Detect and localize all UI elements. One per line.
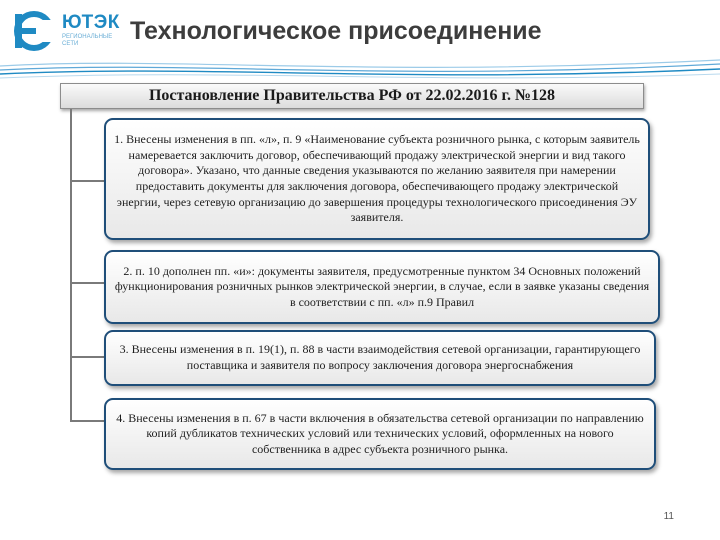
resolution-header: Постановление Правительства РФ от 22.02.2016 г. №128 <box>60 83 644 109</box>
tree-connector-vertical <box>70 109 72 422</box>
logo-name: ЮТЭК <box>62 12 120 33</box>
logo-subtitle: РЕГИОНАЛЬНЫЕ СЕТИ <box>62 34 113 47</box>
change-item-1: 1. Внесены изменения в пп. «л», п. 9 «Наименование субъекта розничного рынка, с которым заявитель намеревается заключить договор, обеспечивающий продажу электрической энергии и вид такого договора». Указано, что данные сведения указываются по желанию заявителя при намерении предоставить документы для заключения договора, обеспечивающего продажу электрической энергии, через сетевую организацию до завершения процедуры технологического присоединения ЭУ заявителя. <box>104 118 650 240</box>
logo-emblem-icon <box>12 10 68 52</box>
change-item-3: 3. Внесены изменения в п. 19(1), п. 88 в части взаимодействия сетевой организации, гарантирующего поставщика и заявителя по вопросу заключения договора энергоснабжения <box>104 330 656 386</box>
decorative-waves <box>0 52 720 86</box>
change-item-2: 2. п. 10 дополнен пп. «и»: документы заявителя, предусмотренные пунктом 34 Основных положений функционирования розничных рынков электрической энергии, в случае, если в заявке указаны сведения в соответствии с пп. «л» п.9 Правил <box>104 250 660 324</box>
tree-connector-3 <box>70 356 106 358</box>
tree-connector-4 <box>70 420 106 422</box>
tree-connector-1 <box>70 180 106 182</box>
page-number: 11 <box>663 511 674 522</box>
tree-connector-2 <box>70 282 106 284</box>
page-title: Технологическое присоединение <box>130 17 542 45</box>
change-item-4: 4. Внесены изменения в п. 67 в части включения в обязательства сетевой организации по направлению копий дубликатов технических условий или технических условий, оформленных на нового собственника в адрес субъекта розничного рынка. <box>104 398 656 470</box>
